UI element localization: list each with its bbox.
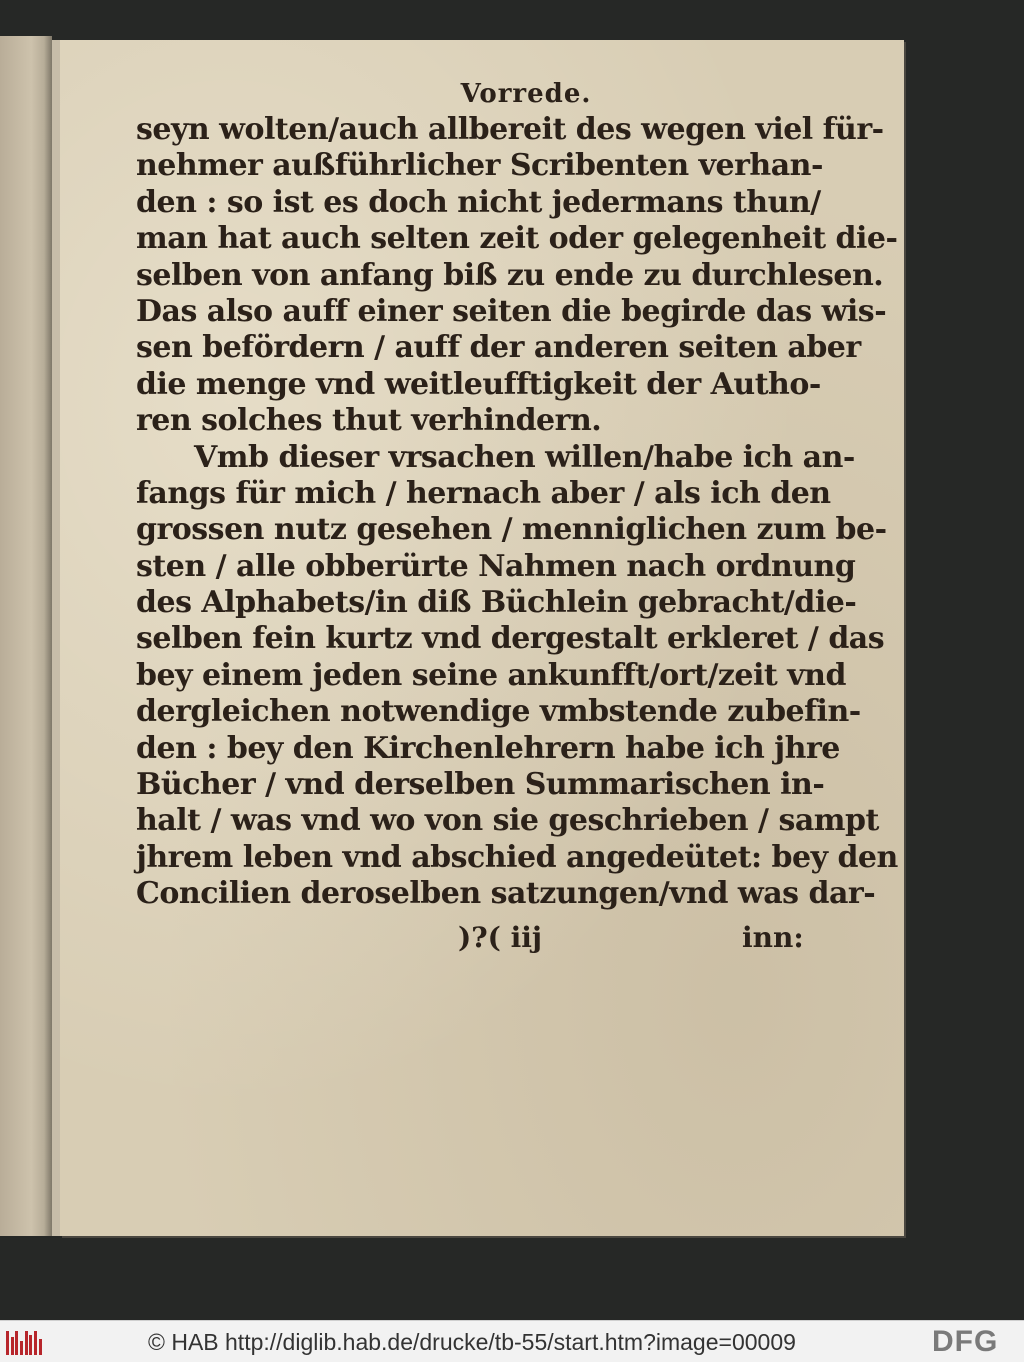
text-line: die menge vnd weitleufftigkeit der Autho- — [136, 366, 821, 402]
copyright-link[interactable]: © HAB http://diglib.hab.de/drucke/tb-55/start.htm?image=00009 — [148, 1329, 796, 1355]
hab-logo-bar — [15, 1331, 18, 1355]
text-line: Vmb dieser vrsachen willen/habe ich an- — [194, 439, 855, 475]
signature-mark: )?( iij — [458, 920, 543, 954]
text-line: sen befördern / auff der anderen seiten aber — [136, 330, 861, 366]
running-head: Vorrede. — [460, 79, 592, 109]
hab-logo-bar — [11, 1337, 14, 1355]
text-line: bey einem jeden seine ankunfft/ort/zeit vnd — [136, 657, 846, 693]
hab-logo-bar — [6, 1331, 9, 1355]
text-line: dergleichen notwendige vmbstende zubefin- — [136, 694, 861, 730]
text-line: des Alphabets/in diß Büchlein gebracht/die- — [136, 585, 857, 621]
hab-logo-bar — [39, 1339, 42, 1355]
text-line: sten / alle obberürte Nahmen nach ordnung — [136, 548, 856, 584]
previous-page-edge — [0, 36, 52, 1236]
page-text-block — [136, 76, 898, 959]
dfg-logo-icon: DFG — [932, 1325, 999, 1358]
hab-logo-icon — [6, 1331, 42, 1355]
text-line: den : so ist es doch nicht jedermans thun/ — [136, 184, 821, 220]
hab-logo-bar — [25, 1331, 28, 1355]
hab-logo-bar — [29, 1335, 32, 1355]
text-line: seyn wolten/auch allbereit des wegen viel für- — [136, 112, 884, 147]
footer-bar — [0, 1320, 1024, 1362]
scanned-page — [60, 40, 904, 1236]
hab-logo-bar — [20, 1341, 23, 1355]
text-line: grossen nutz gesehen / menniglichen zum be- — [136, 512, 887, 548]
text-line: ren solches thut verhindern. — [136, 403, 602, 439]
text-line: halt / was vnd wo von sie geschrieben / sampt — [136, 803, 879, 839]
text-line: man hat auch selten zeit oder gelegenheit die- — [136, 221, 898, 257]
text-line: Bücher / vnd derselben Summarischen in- — [136, 767, 825, 803]
text-lines — [136, 112, 898, 913]
text-line: nehmer außführlicher Scribenten verhan- — [136, 148, 823, 184]
text-line: jhrem leben vnd abschied angedeütet: bey den — [136, 839, 898, 875]
text-line: selben von anfang biß zu ende zu durchlesen. — [136, 257, 884, 293]
hab-logo-bar — [34, 1331, 37, 1355]
text-line: fangs für mich / hernach aber / als ich den — [136, 475, 831, 511]
text-line: Concilien deroselben satzungen/vnd was dar- — [136, 876, 876, 912]
catchword: inn: — [742, 920, 804, 954]
signature-line — [136, 917, 836, 959]
text-line: selben fein kurtz vnd dergestalt erkleret / das — [136, 621, 885, 657]
text-line: Das also auff einer seiten die begirde das wis- — [136, 293, 887, 329]
text-line: den : bey den Kirchenlehrern habe ich jhre — [136, 730, 840, 766]
